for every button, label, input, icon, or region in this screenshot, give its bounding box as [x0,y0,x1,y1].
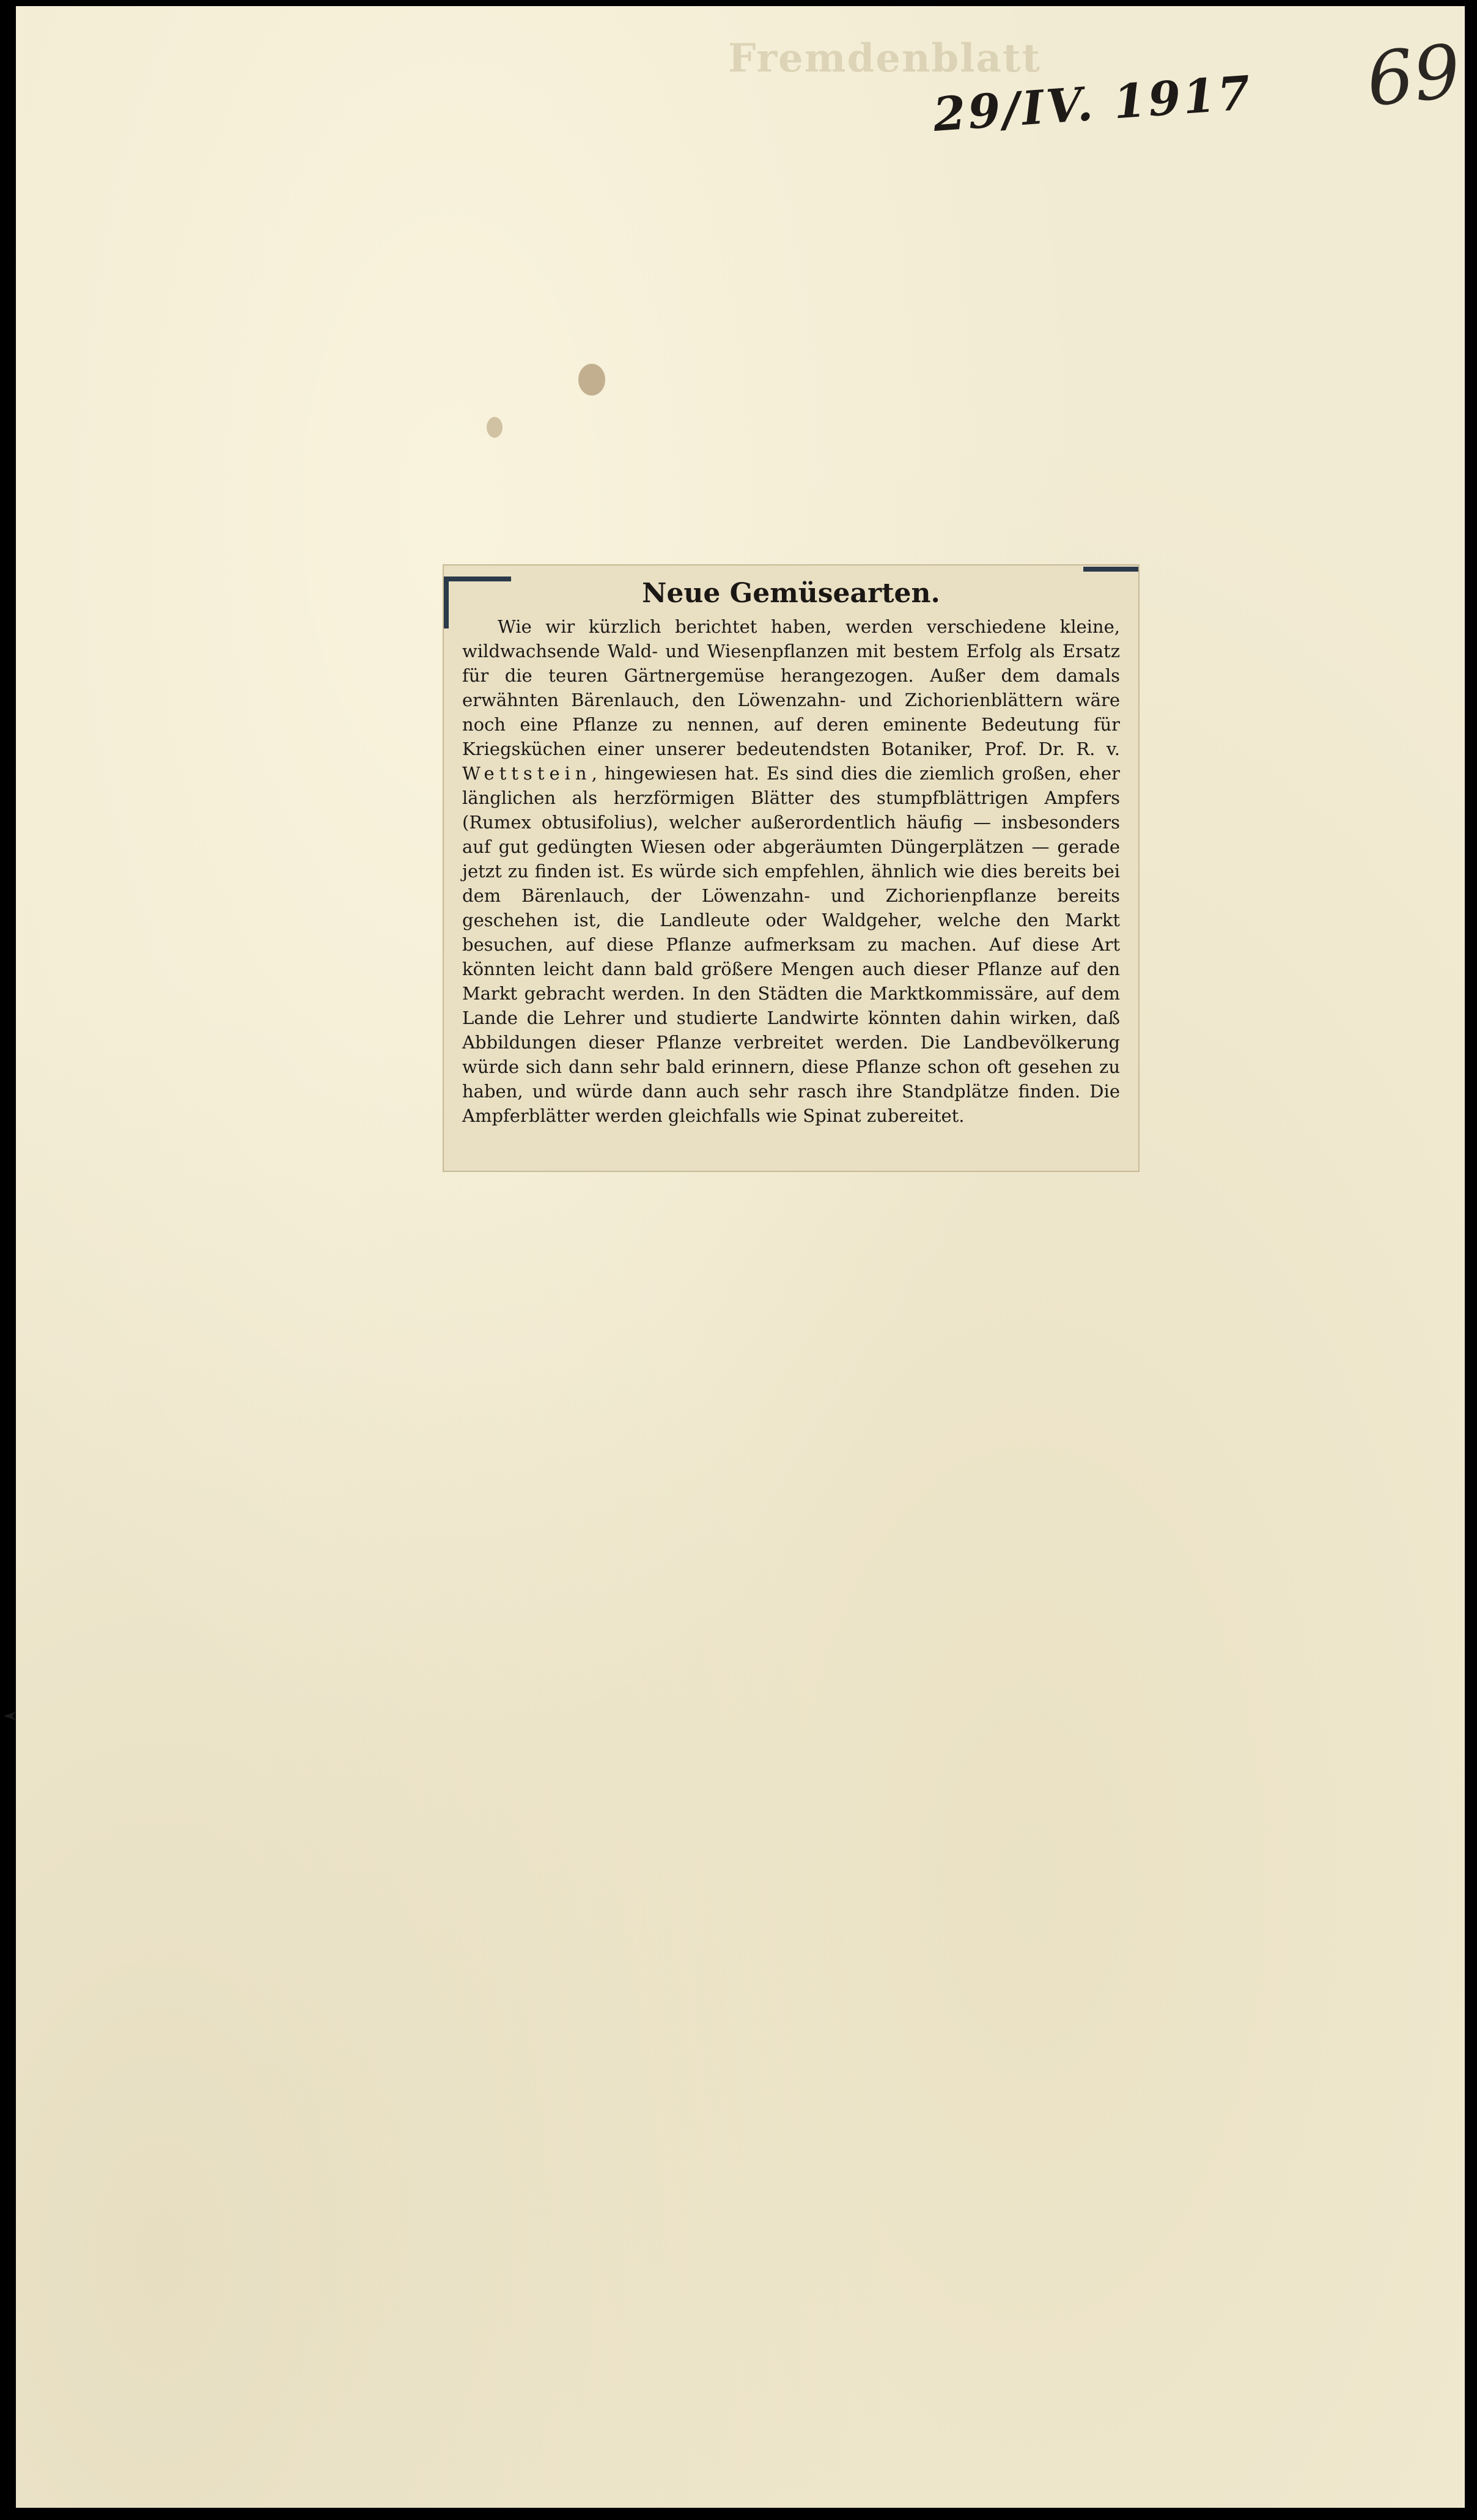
clipping-corner-mark [444,577,449,628]
botanist-name: Wettstein [462,763,592,784]
article-body [462,614,1120,1128]
stain-mark [487,417,503,438]
handwritten-date: 29/IV. 1917 [931,65,1254,142]
newspaper-clipping [444,566,1138,1171]
clipping-corner-mark [444,577,511,581]
article-body-part-2: , hingewiesen hat. Es sind dies die ziemlich großen, eher länglichen als herzförmigen Blätter des stumpfblättrigen Ampfers (Rumex obtusifolius), welcher außerordentlich häufig — insbesonders auf gut gedüngten Wiesen oder abgeräumten Düngerplätzen — gerade jetzt zu finden ist. Es würde sich empfehlen, ähnlich wie dies bereits bei dem Bärenlauch, der Löwenzahn- und Zichorienpflanze bereits geschehen ist, die Landleute oder Waldgeher, welche den Markt besuchen, auf diese Pflanze aufmerksam zu machen. Auf diese Art könnten leicht dann bald größere Mengen auch dieser Pflanze auf den Markt gebracht werden. In den Städten die Marktkommissäre, auf dem Lande die Lehrer und studierte Landwirte könnten dahin wirken, daß Abbildungen dieser Pflanze verbreitet werden. Die Landbevölkerung würde sich dann sehr bald erinnern, diese Pflanze schon oft gesehen zu haben, und würde dann auch sehr rasch ihre Standplätze finden. Die Ampferblätter werden gleichfalls wie Spinat zubereitet. [462,763,1120,1126]
margin-mark [4,1712,16,1720]
archive-sheet [16,6,1465,2508]
clipping-corner-mark [1083,567,1138,572]
article-headline: Neue Gemüsearten. [642,578,940,609]
article-body-part-1: Wie wir kürzlich berichtet haben, werden verschiedene kleine, wildwachsende Wald- und Wiesenpflanzen mit bestem Erfolg als Ersatz für die teuren Gärtnergemüse herangezogen. Außer dem damals erwähnten Bärenlauch, den Löwenzahn- und Zichorienblättern wäre noch eine Pflanze zu nennen, auf deren eminente Bedeutung für Kriegsküchen einer unserer bedeutendsten Botaniker, Prof. Dr. R. v. [462,616,1120,759]
stain-mark [578,364,605,396]
newspaper-stamp: Fremdenblatt [728,35,1042,81]
handwritten-page-number: 69 [1363,29,1465,123]
